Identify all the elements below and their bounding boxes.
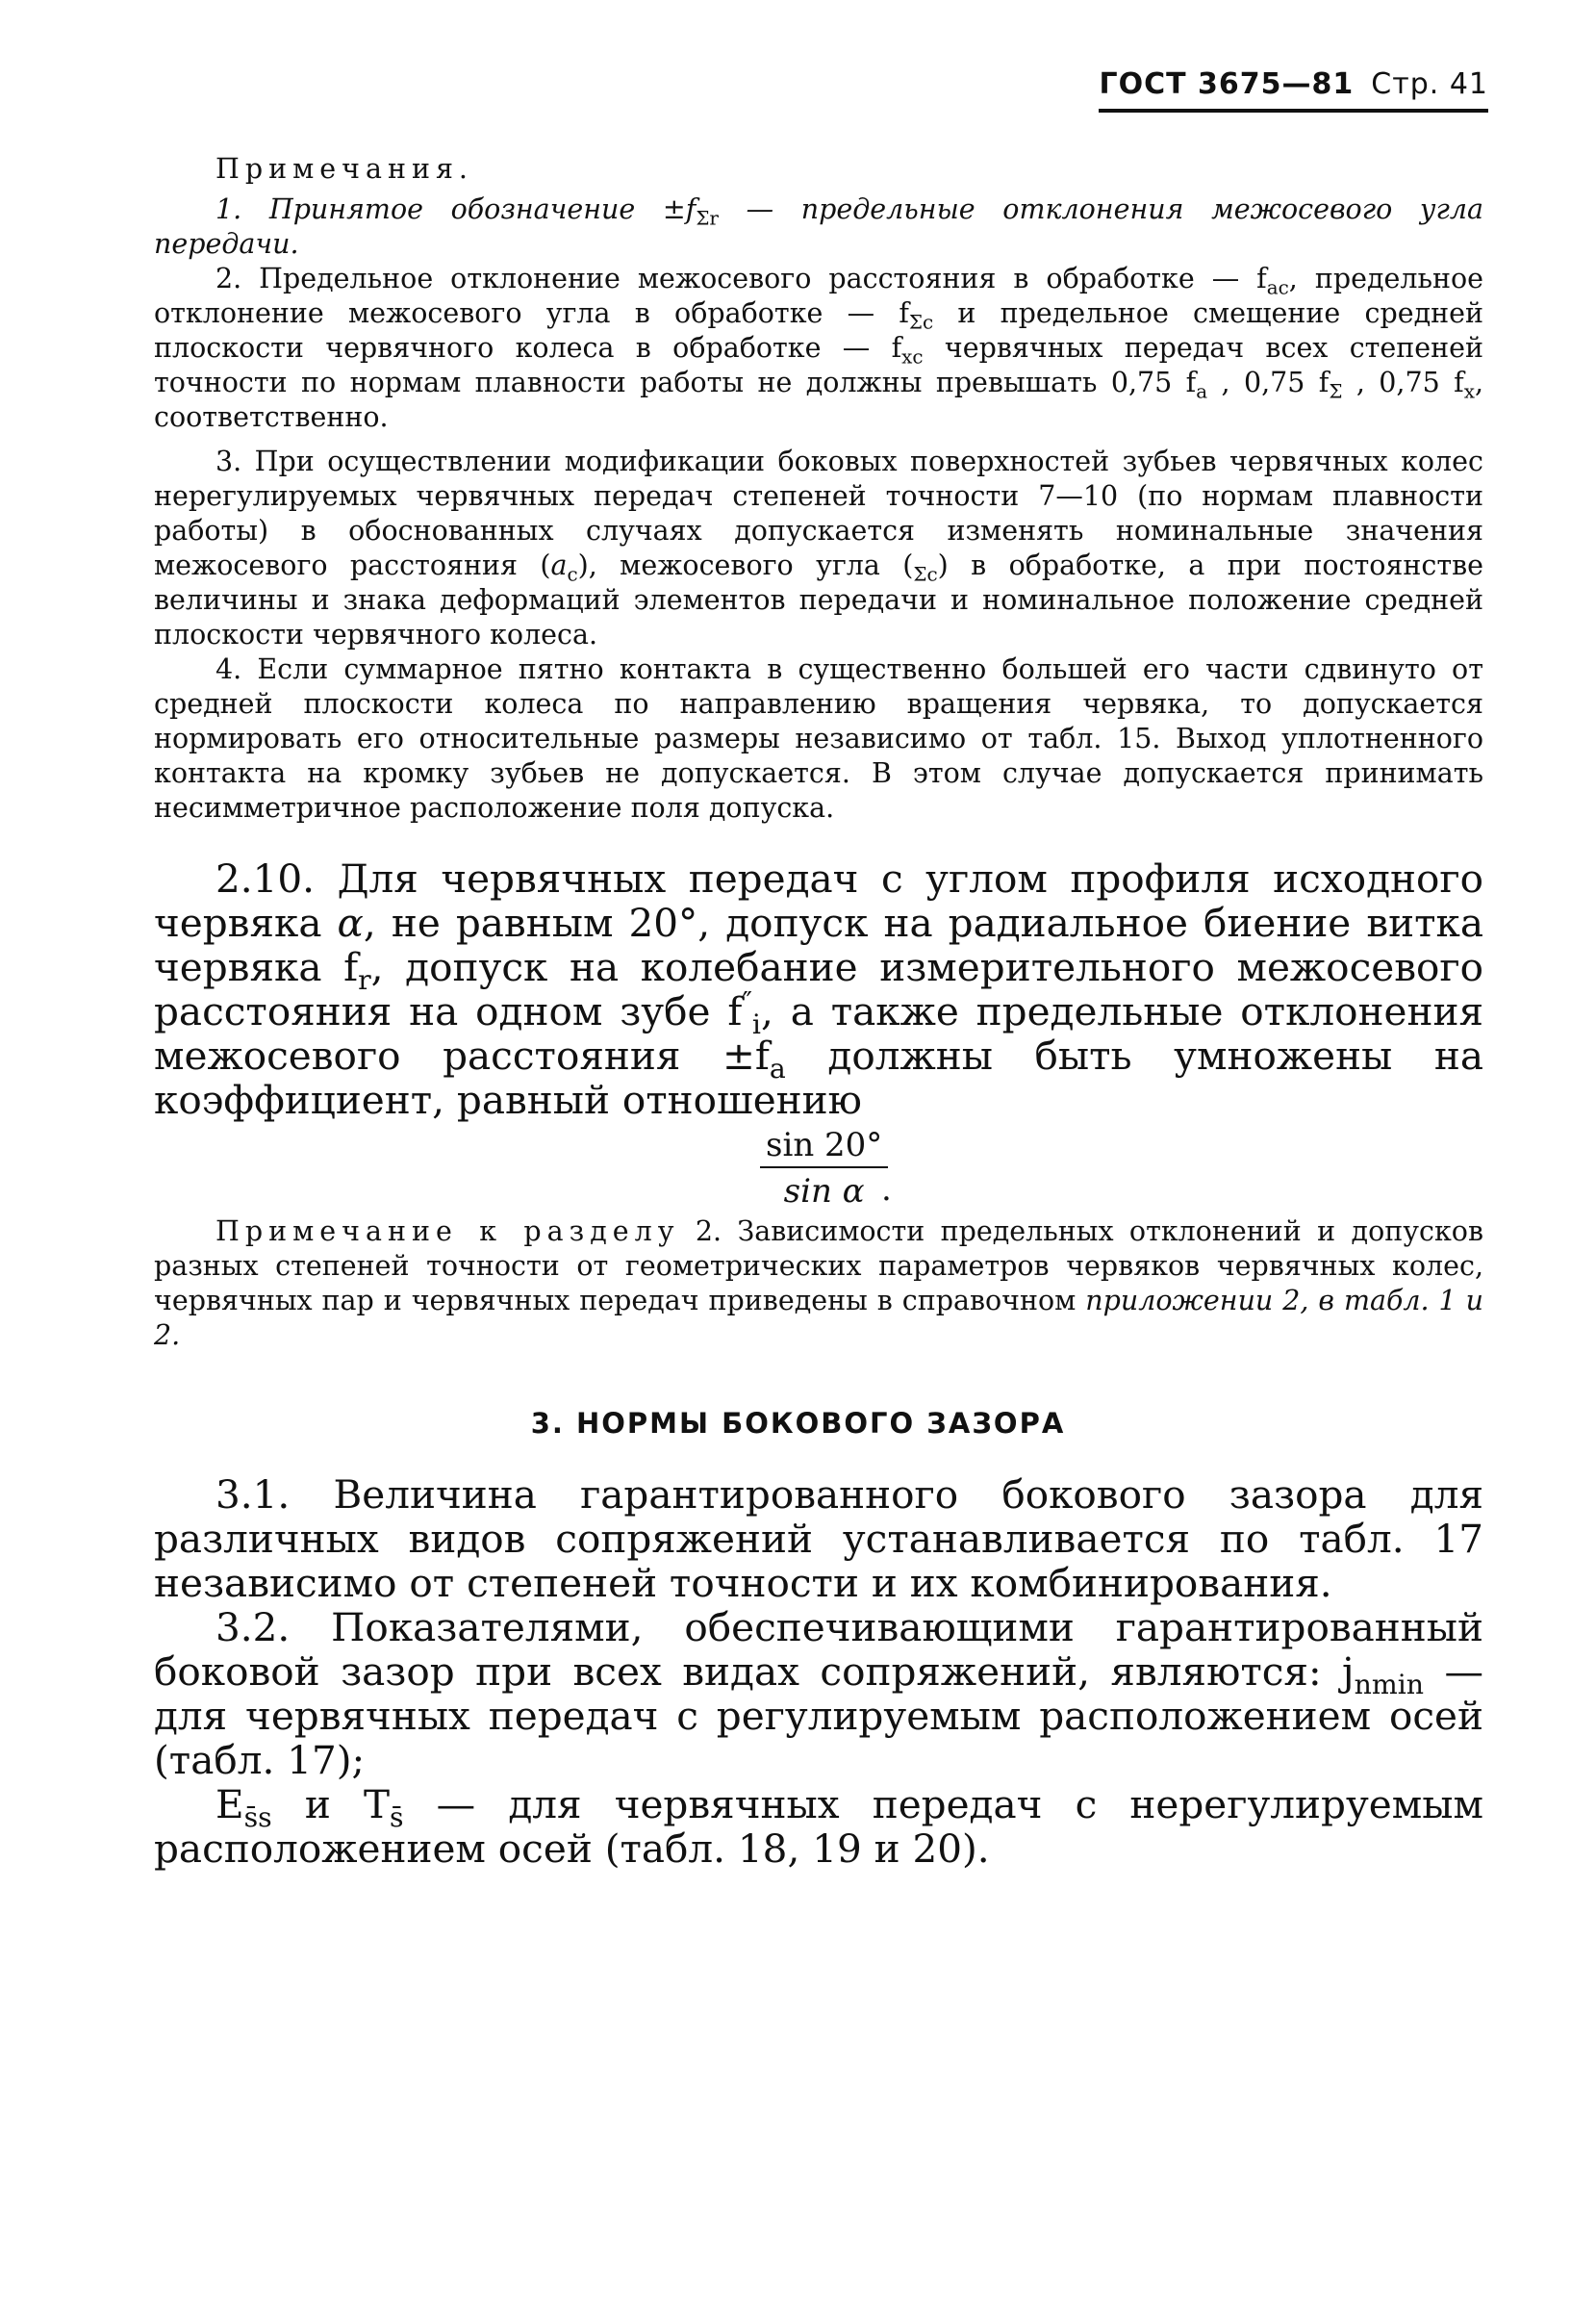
section-note-label: Примечание к разделу [215, 1215, 680, 1247]
page-number: Стр. 41 [1371, 67, 1488, 101]
note-3: 3. При осуществлении модификации боковых поверхностей зубьев червячных колес нерегулируемых червячных передач степеней точности 7—10 (по нормам плавности работы) в обоснованных случаях допускается изменять номинальные значения межосевого расстояния $(a_c)$, межосевого угла $(_{\Sigma c})$ в обработке, а при постоянстве величины и знака деформаций элементов передачи и номинальное положение средней плоскости червячного колеса. [154, 446, 1483, 651]
section-3-body [154, 1472, 1483, 1871]
formula-denominator: sin α [783, 1172, 865, 1211]
paragraph-3-2: 3.2. Показателями, обеспечивающими гарантированный боковой зазор при всех видах сопряжений, являются: $j_{nmin}$ — для червячных передач с регулируемым расположением осей (табл. 17); [154, 1604, 1484, 1783]
standard-number: ГОСТ 3675—81 [1099, 67, 1355, 101]
section-3-title: 3. НОРМЫ БОКОВОГО ЗАЗОРА [530, 1407, 1066, 1440]
notes-block [154, 152, 1483, 826]
paragraph-3-2-cont: $E_{s̄s}$ и $T_{s̄}$ — для червячных передач с нерегулируемым расположением осей (табл. 18, 19 и 20). [154, 1781, 1483, 1872]
note-2: 2. Предельное отклонение межосевого расстояния в обработке — $f_{ac}$, предельное отклонение межосевого угла в обработке — $f_{\Sigma c}$ и предельное смещение средней плоскости червячного колеса в обработке — $f_{xc}$ червячных передач всех степеней точности по нормам плавности работы не должны превышать 0,75 $f_a$ , 0,75 $f_\Sigma$ , 0,75 $f_x$, соответственно. [154, 263, 1484, 433]
section-2-note: Примечание к разделу 2. Зависимости предельных отклонений и допусков разных степеней точности от геометрических параметров червяков червячных колес, червячных пар и червячных передач приведены в справочном приложении 2, в табл. 1 и 2. [154, 1215, 1483, 1351]
ratio-formula [760, 1126, 892, 1211]
paragraph-2-10: 2.10. Для червячных передач с углом профиля исходного червяка α, не равным 20°, допуск на радиальное биение витка червяка $f_r$, допуск на колебание измерительного межосевого расстояния на одном зубе $f''_i$, а также предельные отклонения межосевого расстояния $\pm f_a$ должны быть умножены на коэффициент, равный отношению [154, 855, 1484, 1123]
formula-numerator: sin 20° [760, 1126, 888, 1168]
paragraph-3-1: 3.1. Величина гарантированного бокового зазора для различных видов сопряжений устанавливается по табл. 17 независимо от степеней точности и их комбинирования. [154, 1471, 1483, 1606]
note-1: 1. Принятое обозначение $\pm f_{\Sigma r}$ — предельные отклонения межосевого угла передачи. [154, 193, 1483, 260]
note-4: 4. Если суммарное пятно контакта в существенно большей его части сдвинуто от средней плоскости колеса по направлению вращения червяка, то допускается нормировать его относительные размеры независимо от табл. 15. Выход уплотненного контакта на кромку зубьев не допускается. В этом случае допускается принимать несимметричное расположение поля допуска. [154, 653, 1483, 824]
page-header [1099, 67, 1488, 113]
notes-title: Примечания. [215, 153, 473, 185]
formula-dot: . [881, 1170, 892, 1209]
